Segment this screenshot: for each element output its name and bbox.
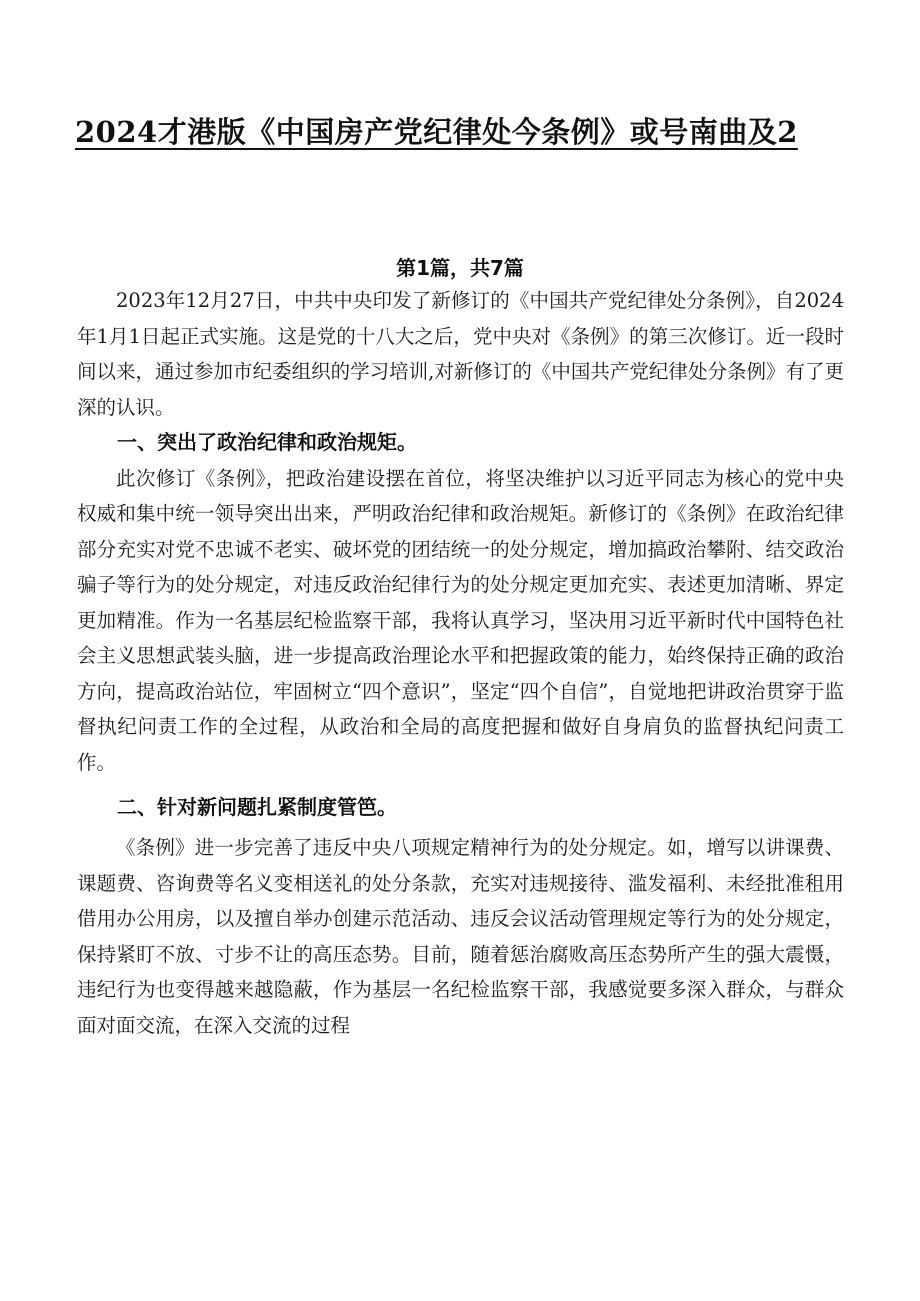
paragraph-political-discipline: 此次修订《条例》，把政治建设摆在首位，将坚决维护以习近平同志为核心的党中央权威和集中统一领导突出出来，严明政治纪律和政治规矩。新修订的《条例》在政治纪律部分充实对党不忠诚不老实、破坏党的团结统一的处分规定，增加搞政治攀附、结交政治骗子等行为的处分规定，对违反政治纪律行为的处分规定更加充实、表述更加清晰、界定更加精准。作为一名基层纪检监察干部，我将认真学习，坚决用习近平新时代中国特色社会主义思想武装头脑，进一步提高政治理论水平和把握政策的能力，始终保持正确的政治方向，提高政治站位，牢固树立“四个意识”，坚定“四个自信”，自觉地把讲政治贯穿于监督执纪问责工作的全过程，从政治和全局的高度把握和做好自身肩负的监督执纪问责工作。: [77, 466, 844, 774]
document-title: 2024才港版《中国房产党纪律处今条例》或号南曲及2: [75, 115, 798, 149]
paragraph-intro: 2023年12月27日，中共中央印发了新修订的《中国共产党纪律处分条例》，自2024年1月1日起正式实施。这是党的十八大之后，党中央对《条例》的第三次修订。近一段时间以来，通过参加市纪委组织的学习培训,对新修订的《中国共产党纪律处分条例》有了更深的认识。: [77, 289, 844, 419]
document-body: [77, 283, 844, 1043]
heading-political-discipline: 一、突出了政治纪律和政治规矩。: [117, 430, 417, 454]
heading-new-problems: 二、针对新问题扎紧制度管笆。: [117, 795, 397, 819]
paragraph-new-problems: 《条例》进一步完善了违反中央八项规定精神行为的处分规定。如，增写以讲课费、课题费、咨询费等名义变相送礼的处分条款，充实对违规接待、滥发福利、未经批准租用借用办公用房，以及擅自举办创建示范活动、违反会议活动管理规定等行为的处分规定，保持紧盯不放、寸步不让的高压态势。目前，随着惩治腐败高压态势所产生的强大震慑，违纪行为也变得越来越隐蔽，作为基层一名纪检监察干部，我感觉要多深入群众，与群众面对面交流，在深入交流的过程: [77, 836, 844, 1037]
section-label: 第1篇，共7篇: [396, 256, 524, 280]
